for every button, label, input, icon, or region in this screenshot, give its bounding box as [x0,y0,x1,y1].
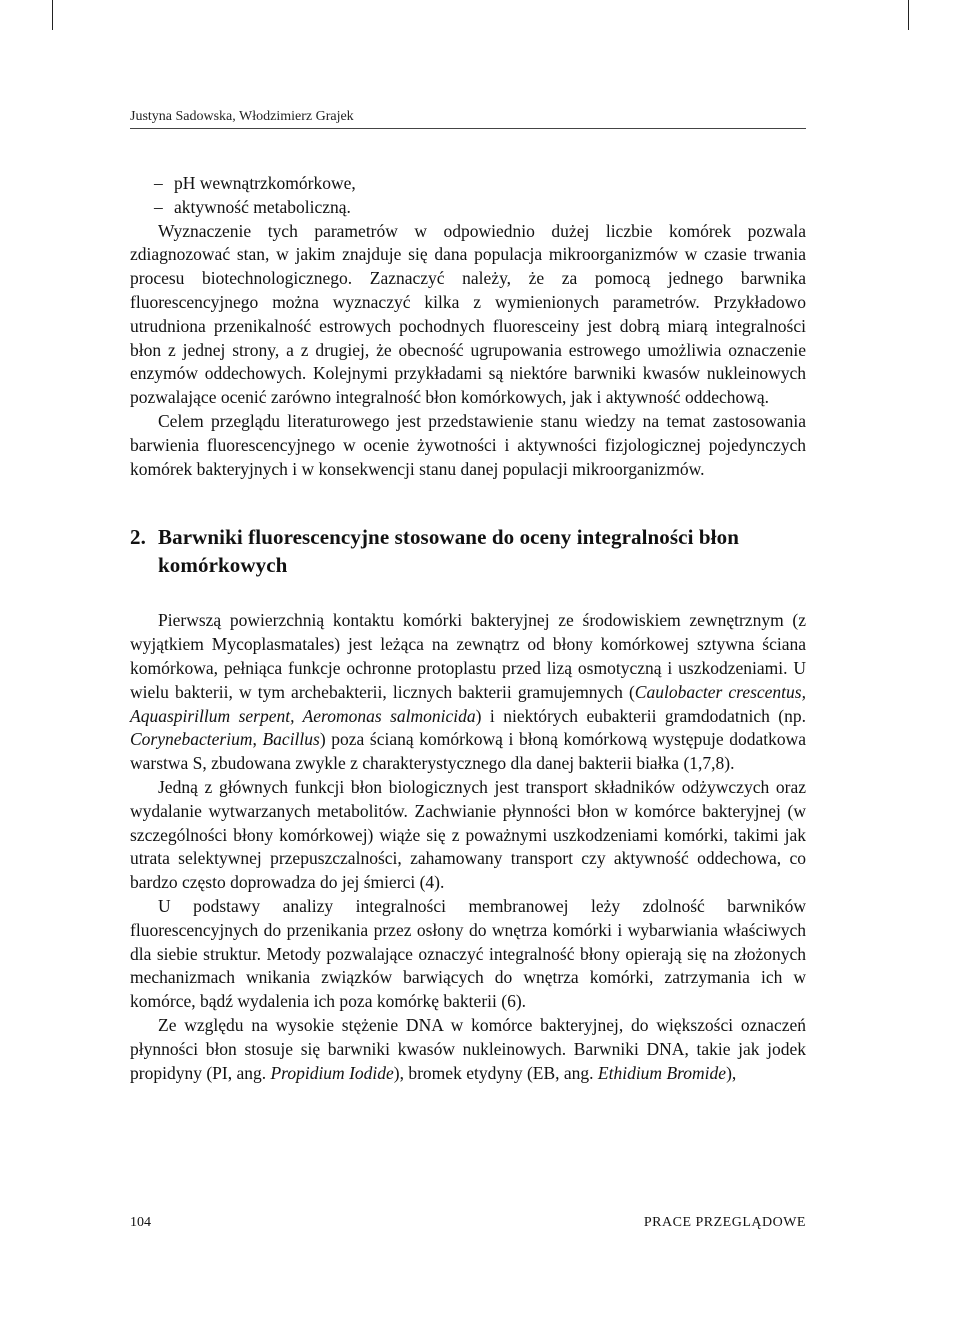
paragraph-2: Celem przeglądu literaturowego jest przedstawienie stanu wiedzy na temat zastosowania barwienia fluorescencyjnego w ocenie żywotności i aktywności fizjologicznej pojedynczych komórek bakteryjnych i w konsekwencji stanu danej populacji mikroorganizmów. [130,410,806,479]
running-head-authors: Justyna Sadowska, Włodzimierz Grajek [130,108,806,129]
dash-bullet: – [154,173,163,193]
paragraph-4: Jedną z głównych funkcji błon biologicznych jest transport składników odżywczych oraz wydalanie wytwarzanych metabolitów. Zachwianie płynności błon w komórce bakteryjnej (w szczególności błony komórkowej) wiąże się z poważnymi uszkodzeniami komórki, takimi jak utrata selektywnej przepuszczalności, zahamowany transport czy aktywność oddechowa, co bardzo często doprowadza do jej śmierci (4). [130,776,806,893]
list-item: – aktywność metaboliczną. [130,196,806,220]
paragraph-5: U podstawy analizy integralności membranowej leży zdolność barwników fluorescencyjnych do przenikania przez osłony do wnętrza komórki i wybarwiania właściwych dla siebie struktur. Metody pozwalające oznaczyć integralność błony opierają się na złożonych mechanizmach wnikania związków barwiących do wnętrza komórki, zatrzymania ich w komórce, bądź wydalenia ich poza komórkę bakterii (6). [130,895,806,1012]
paragraph-6: Ze względu na wysokie stężenie DNA w komórce bakteryjnej, do większości oznaczeń płynności błon stosuje się barwniki kwasów nukleinowych. Barwniki DNA, takie jak jodek propidyny (PI, ang. Propidium Iodide), bromek etydyny (EB, ang. Ethidium Bromide), [130,1014,806,1083]
page-number: 104 [130,1215,151,1230]
crop-mark-right [908,0,909,30]
page-body [130,172,806,1085]
list-item: – pH wewnątrzkomórkowe, [130,172,806,196]
section-title: Barwniki fluorescencyjne stosowane do oceny integralności błon komórkowych [158,525,739,578]
crop-mark-left [52,0,53,30]
journal-name: PRACE PRZEGLĄDOWE [643,1215,806,1230]
paragraph-1: Wyznaczenie tych parametrów w odpowiednio dużej liczbie komórek pozwala zdiagnozować stan, w jakim znajduje się dana populacja mikroorganizmów w czasie trwania procesu biotechnologicznego. Zaznaczyć należy, że za pomocą jednego barwnika fluorescencyjnego można wyznaczyć kilka z wymienionych parametrów. Przykładowo utrudniona przenikalność estrowych pochodnych fluoresceiny jest dobrą miarą integralności błon z jednej strony, a z drugiej, że obecność ugrupowania estrowego umożliwia oznaczenie enzymów oddechowych. Kolejnymi przykładami są niektóre barwniki kwasów nukleinowych pozwalające ocenić zarówno integralność błon komórkowych, jak i aktywność oddechową. [130,220,806,408]
paragraph-3: Pierwszą powierzchnią kontaktu komórki bakteryjnej ze środowiskiem zewnętrznym (z wyjątkiem Mycoplasmatales) jest leżąca na zewnątrz od błony komórkowej sztywna ściana komórkowa, pełniąca funkcje ochronne protoplastu przed lizą osmotyczną i uszkodzeniami. U wielu bakterii, w tym archebakterii, licznych bakterii gramujemnych (Caulobacter crescentus, Aquaspirillum serpent, Aeromonas salmonicida) i niektórych eubakterii gramdodatnich (np. Corynebacterium, Bacillus) poza ścianą komórkową i błoną komórkową występuje dodatkowa warstwa S, zbudowana zwykle z charakterystycznego dla danej bakterii białka (1,7,8). [130,610,807,774]
section-number: 2. [130,525,146,550]
dash-bullet: – [154,196,163,217]
section-heading [130,523,806,579]
